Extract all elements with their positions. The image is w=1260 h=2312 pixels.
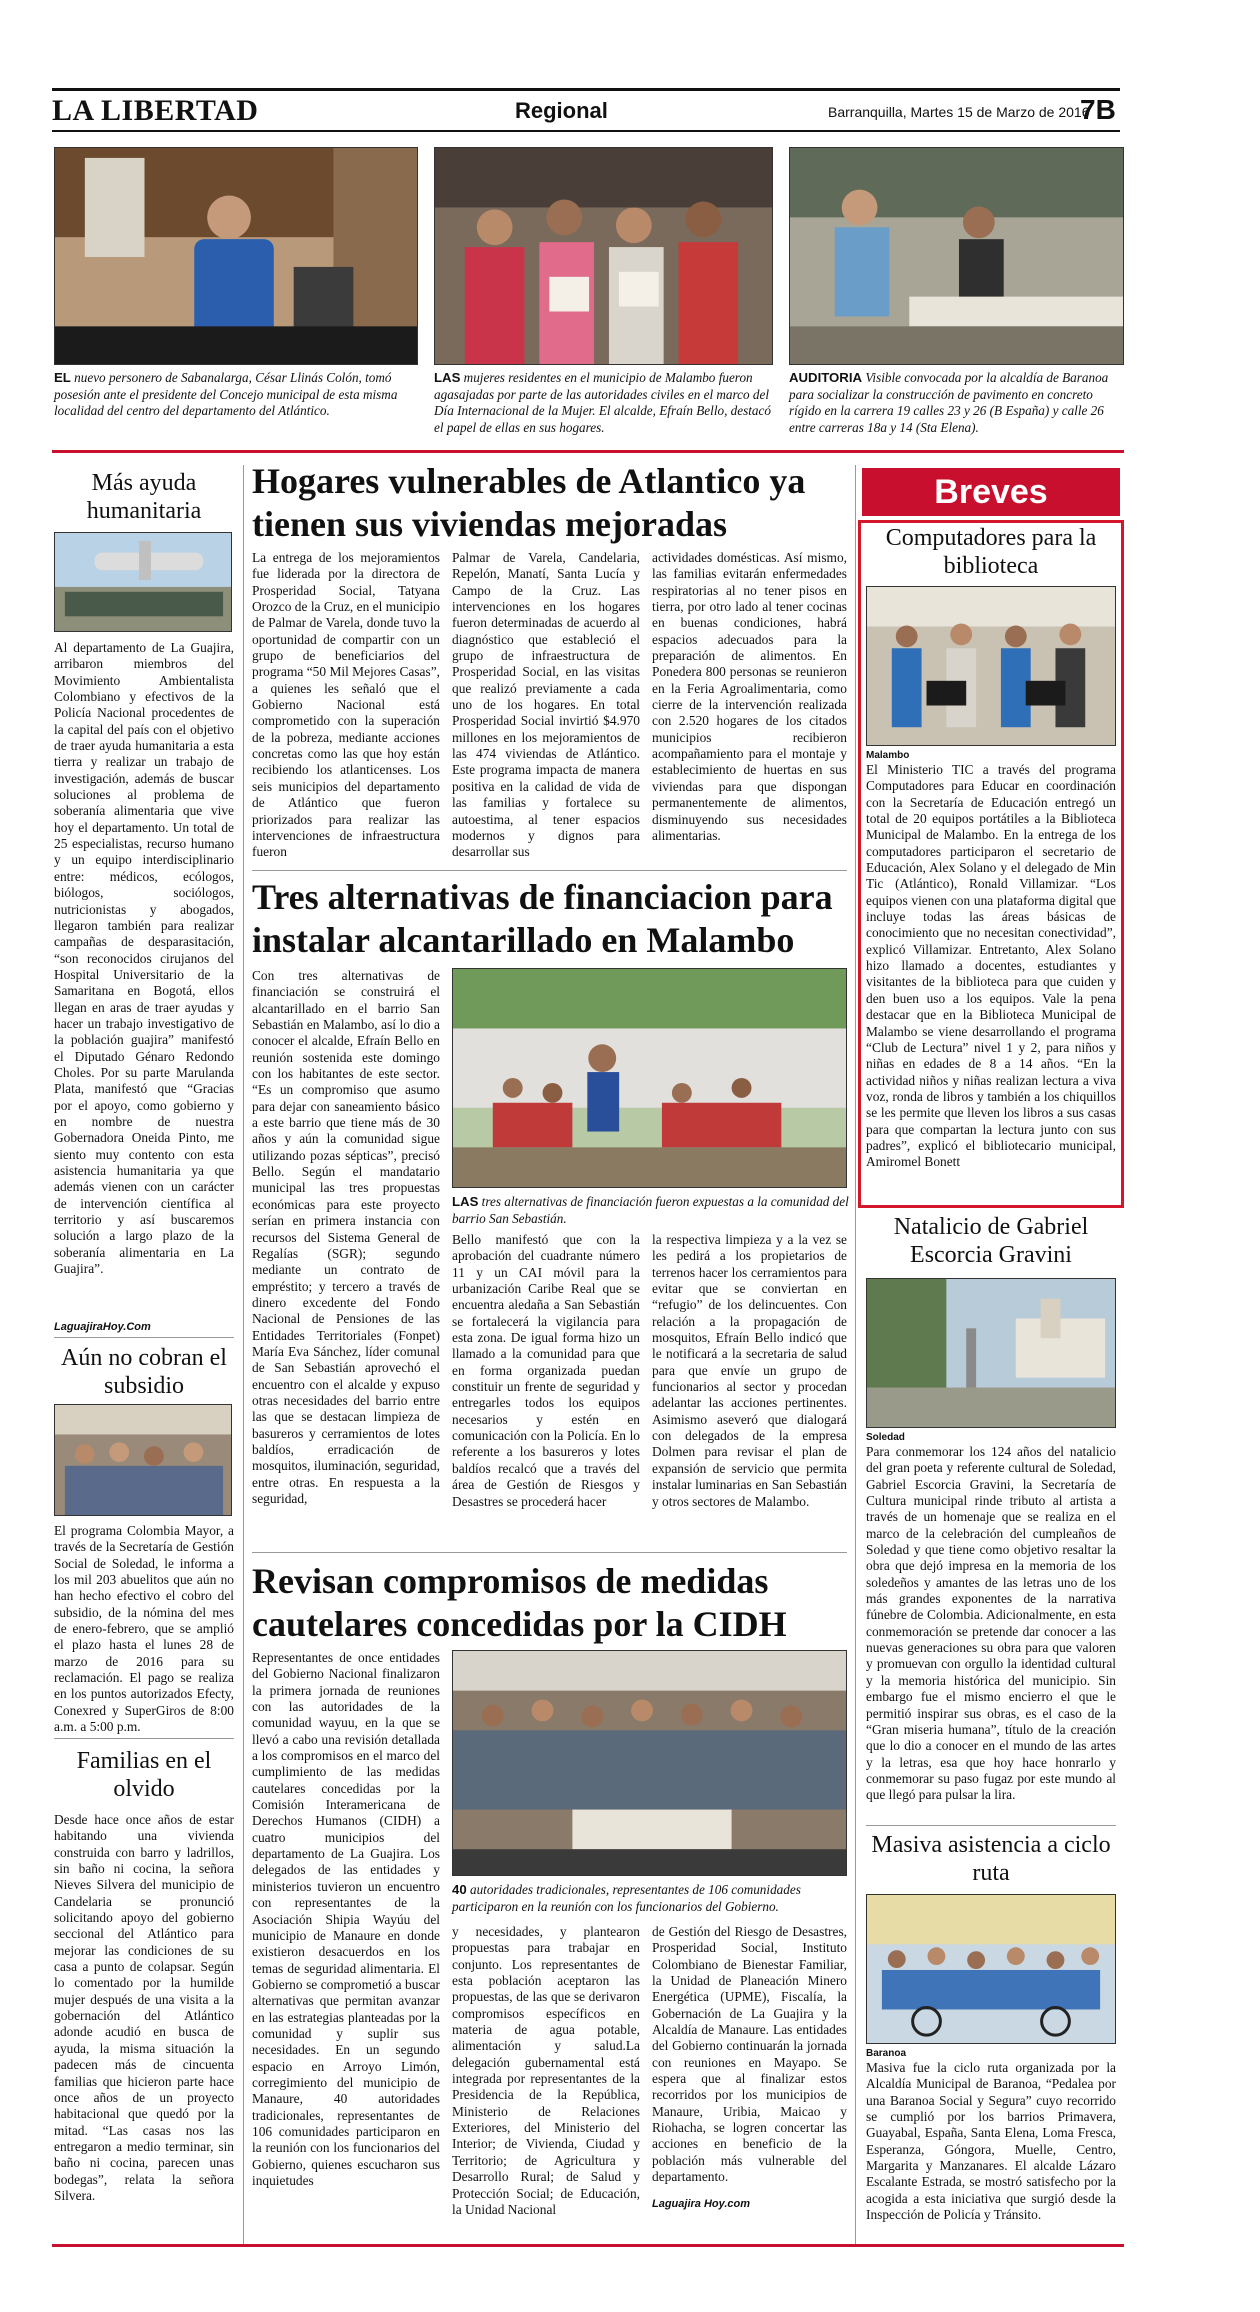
dateline: Barranquilla, Martes 15 de Marzo de 2016 [828, 104, 1090, 120]
rule-center-2 [252, 1552, 847, 1553]
cidh-col-1: Representantes de once entidades del Gobierno Nacional finalizaron la primera jornada de reuniones con las autoridades de la comunidad wayuu, en la que se llevó a cabo una revisión detallada a los compromisos en el marco del cumplimiento de las medidas cautelares concedidas por la Comisión Interamericana de Derechos Humanos (CIDH) a cuatro municipios del departamento de La Guajira. Los delegados de las entidades y ministerios tuvieron un encuentro con representantes de la Asociación Shipia Wayúu del municipio de Manaure en donde existieron desacuerdos en los temas de seguridad alimentaria. El Gobierno se comprometió a buscar alternativas que permitan avanzar en las estrategias planteadas por la comunidad y suplir sus necesidades. En un segundo espacio en Arroyo Limón, corregimiento del municipio de Manaure, 40 autoridades tradicionales, representantes de 106 comunidades participaron en la reunión con los funcionarios del Gobierno, quienes escucharon sus inquietudes [252, 1650, 440, 2188]
photo-cidh [452, 1650, 847, 1876]
col-rule-left [243, 465, 244, 2245]
rule-right-1 [866, 1825, 1116, 1826]
credit-laguajira: LaguajiraHoy.Com [54, 1321, 151, 1333]
rule-left-1 [54, 1337, 234, 1338]
headline-cidh: Revisan compromisos de medidas cautelares concedidas por la CIDH [252, 1561, 787, 1645]
alcantarillado-col-2: Bello manifestó que con la aprobación del cuadrante número 11 y un CAI móvil para la urbanización Caribe Real que se encuentra aledaña a San Sebastián se fortalecerá la vigilancia para esta zona. De igual forma hizo un llamado a la comunidad para que en forma organizada puedan constituir un frente de seguridad y entregarles todos los equipos necesarios y estén en comunicación con la Policía. En lo referente a los basureros y lotes baldíos recalcó que a través del área de Gestión de Riesgos y Desastres se procederá hacer [452, 1232, 640, 1509]
bottom-red-rule [52, 2244, 1124, 2247]
breves-banner: Breves [862, 468, 1120, 516]
photo-san-sebastian [452, 968, 847, 1188]
headline-familias: Familias en el olvido [76, 1748, 212, 1802]
text-natalicio: Para conmemorar los 124 años del natalicio del gran poeta y referente cultural de Soledad, Gabriel Escorcia Gravini, la Secretaría de Cultura municipal rinde tributo al artista a través de un homenaje que se realiza en el marco de la celebración del cumpleaños de Soledad y que tiene como objetivo resaltar la obra que dejó impresa en la memoria de los soledeños y amantes de las letras uno de los más grandes exponentes de la narrativa fúnebre de Colombia. Adicionalmente, en esta conmemoración se pretende dar conocer a las nuevas generaciones su obra para que valoren y promuevan con orgullo la identidad cultural y la memoria histórica del municipio. Sin embargo fue el mismo encierro el que le permitió inspirar sus obras, es el caso de la “Gran miseria humana”, título de la creación que lo dio a conocer en el mundo de las artes y la letras, esa que hoy hace honrarlo y conmemorar su paso fugaz por este mundo al que llegó para pulsar la lira. [866, 1444, 1116, 1803]
caption-personero: EL nuevo personero de Sabanalarga, César Llinás Colón, tomó posesión ante el presidente del Concejo municipal de esta misma localidad del centro del departamento del Atlántico. [54, 370, 398, 418]
cidh-col-3: de Gestión del Riesgo de Desastres, Prosperidad Social, Instituto Colombiano de Bienestar Familiar, la Unidad de Planeación Minero Energética (UPME), Fiscalía, la Gobernación de La Guajira y la Alcaldía de Manaure. Las entidades del Gobierno continuarán la jornada con reuniones en Mayapo. Se espera que al finalizar estos recorridos por los municipios de Manaure, Uribia, Maicao y Riohacha, se logren concertar las acciones en beneficio de la población más vulnerable del departamento. [652, 1924, 847, 2185]
headline-ayuda: Más ayuda humanitaria [86, 470, 202, 524]
top-red-rule [52, 450, 1124, 453]
text-familias: Desde hace once años de estar habitando una vivienda construida con barro y ladrillos, sin baño ni cocina, la señora Nieves Silvera del municipio de Candelaria se pronunció solicitando apoyo del gobierno seccional del Atlántico para mejorar las condiciones de su casa a punto de colapsar. Según lo comentado por la humilde mujer después de una visita a la gobernación del Atlántico adonde acudió en busca de ayuda, la misma situación la padecen más de cincuenta familias que hicieron parte hace once años de un proyecto habitacional que quedó por la mitad. “Las casas nos las entregaron a medio terminar, sin baño ni cocina, parecen unas bodegas”, relata la señora Silvera. [54, 1812, 234, 2203]
headline-subsidio: Aún no cobran el subsidio [61, 1345, 227, 1399]
headline-ciclo-ruta: Masiva asistencia a ciclo ruta [871, 1832, 1111, 1886]
photo-natalicio [866, 1278, 1116, 1428]
caption-auditoria: AUDITORIA Visible convocada por la alcaldía de Baranoa para socializar la construcción de pavimento en concreto rígido en la carrera 19 calles 23 y 26 (B España) y calle 26 entre carreras 18a y 14 (Sta Elena). [789, 370, 1109, 435]
photo-ciclo-ruta [866, 1894, 1116, 2044]
alcantarillado-col-3: la respectiva limpieza y a la vez se les pedirá a los propietarios de terrenos hacer los cerramientos para evitar que se conviertan en “refugio” de los delincuentes. Con relación a la propagación de mosquitos, Efraín Bello indicó que le notificará a la secretaria de salud para que envíe un grupo de funcionarios al sector y procedan adelantar las acciones pertinentes. Asimismo aseveró que dialogará con delegados de la empresa Dolmen para revisar el plan de expansión de servicio que permita instalar luminarias en San Sebastián y otros sectores de Malambo. [652, 1232, 847, 1509]
headline-computadores: Computadores para la biblioteca [885, 525, 1097, 579]
caption-san-sebastian: LAS tres alternativas de financiación fueron expuestas a la comunidad del barrio San Sebastián. [452, 1194, 849, 1226]
photo-auditoria [789, 147, 1124, 365]
cidh-col-2: y necesidades, y plantearon propuestas para trabajar en conjunto. Los representantes de esta población aceptaron las propuestas, de las que se derivaron compromisos específicos en materia de agua potable, alimentación y salud.La delegación gubernamental está integrada por representantes de la Presidencia de la República, Ministerio de Relaciones Exteriores, del Ministerio del Interior; de Vivienda, Ciudad y Territorio; de Agricultura y Desarrollo Rural; de Salud y Protección Social; de Educación, la Unidad Nacional [452, 1924, 640, 2217]
text-ayuda: Al departamento de La Guajira, arribaron miembros del Movimiento Ambientalista Colombiano y efectivos de la Policía Nacional procedentes de la capital del país con el objetivo de traer ayuda humanitaria a esta tierra y realizar un trabajo de investigación, además de buscar soluciones al problema de soberanía alimentaria que vive hoy el departamento. Un total de 25 especialistas, recurso humano y un equipo interdisciplinario entre: médicos, ecólogos, biólogos, sociólogos, nutricionistas y abogados, llegaron también para realizar campañas de desparasitación, “son reconocidos cirujanos del Hospital Universitario de la Samaritana en Bogotá, ellos llegan en aras de traer ayudas y hacer un trabajo investigativo de la población guajira” manifestó el Diputado Génaro Redondo Choles. Por su parte Marulanda Plata, manifestó que “Gracias por el apoyo, como gobierno y en nombre de nuestra Gobernadora Oneida Pinto, me siento muy contento con esta asistencia humanitaria ya que además vienen con un carácter de intervención científica al territorio y así buscaremos solución a largo plazo de la soberanía alimentaria en La Guajira”. [54, 640, 234, 1277]
hogares-col-2: Palmar de Varela, Candelaria, Repelón, Manatí, Santa Lucía y Campo de la Cruz. Las intervenciones en los hogares fueron determinadas de acuerdo al diagnóstico que estableció el grupo de infraestructura de Prosperidad Social, en las visitas que realizó previamente a cada uno de los hogares. En total Prosperidad Social invirtió $4.970 millones en los mejoramientos de las 474 viviendas de Atlántico. Este programa impacta de manera positiva en la calidad de vida de las familias y fortalece su autoestima, al tener espacios modernos y dignos para desarrollar sus [452, 550, 640, 860]
hogares-col-1: La entrega de los mejoramientos fue liderada por la directora de Prosperidad Social, Tatyana Orozco de la Cruz, en el municipio de Palmar de Varela, donde tuvo la oportunidad de compartir con un grupo de beneficiarios del programa “50 Mil Mejores Casas”, a quienes les señaló que el Gobierno Nacional está comprometido con la superación de la pobreza, mediante acciones concretas como las que hoy están recibiendo los atlanticenses. Los seis municipios del departamento de Atlántico que fueron priorizados para realizar las intervenciones de infraestructura fueron [252, 550, 440, 860]
header-bottom-rule [52, 130, 1120, 132]
headline-hogares: Hogares vulnerables de Atlantico ya tienen sus viviendas mejoradas [252, 461, 806, 545]
photo-ayuda [54, 532, 232, 632]
photo-computadores [866, 586, 1116, 746]
alcantarillado-col-1: Con tres alternativas de financiación se construirá el alcantarillado en el barrio San Sebastián en Malambo, así lo dio a conocer el alcalde, Efraín Bello en reunión sostenida este domingo con los habitantes de este sector. “Es un compromiso que asumo para dejar con saneamiento básico a este barrio que tiene más de 30 años y aún la comunidad sigue utilizando pozas sépticas”, precisó Bello. Según el mandatario municipal las tres propuestas económicas para este proyecto serían en primera instancia con recursos del Sistema General de Regalías (SGR); segundo mediante un contrato de empréstito; y tercero a través de dinero excedente del Fondo Nacional de Pensiones de las Entidades Territoriales (Fonpet) María Eva Sánchez, líder comunal de San Sebastián aprovechó el encuentro con el alcalde y expuso otras necesidades del barrio entre las que se destacan limpieza de basureros y cerramientos de lotes baldíos, erradicación de mosquitos, iluminación, seguridad, entre otras. En respuesta a la seguridad, [252, 968, 440, 1506]
text-ciclo-ruta: Masiva fue la ciclo ruta organizada por la Alcaldía Municipal de Baranoa, “Pedalea por una Baranoa Social y Segura” cuyo recorrido se cumplió por los barrios Primavera, Guayabal, España, Santa Elena, Loma Fresca, Esperanza, Góngora, Muelle, Centro, Margarita y Manzanares. El alcalde Lázaro Escalante Estrada, se mostró satisfecho por la acogida a esta iniciativa que surgió desde la Inspección de Policía y Tránsito. [866, 2060, 1116, 2223]
page-number: 7B [1080, 94, 1116, 125]
rule-left-2 [54, 1738, 234, 1739]
caption-cidh: 40 autoridades tradicionales, representantes de 106 comunidades participaron en la reunión con los funcionarios del Gobierno. [452, 1882, 801, 1914]
hogares-col-3: actividades domésticas. Así mismo, las familias evitarán enfermedades respiratorias al no tener pisos en tierra, por otro lado al tener cocinas en buenas condiciones, habrá espacios adecuados para la preparación de alimentos. En Ponedera 800 personas se reunieron en la Feria Agroalimentaria, como cierre de la intervención realizada con 2.520 hogares de los citados municipios recibieron acompañamiento para el montaje y establecimiento de huertas en sus viviendas para que dispongan permanentemente de alimentos, disminuyendo sus necesidades alimentarias. [652, 550, 847, 843]
text-subsidio: El programa Colombia Mayor, a través de la Secretaría de Gestión Social de Soledad, le informa a los mil 203 abuelitos que aún no han hecho efectivo el cobro del subsidio, de la nómina del mes de enero-febrero, que se amplió el plazo hasta el lunes 28 de marzo de 2016 para su reclamación. El pago se realiza en los puntos autorizados Efecty, Conexred y SuperGiros de 8:00 a.m. a 5:00 p.m. [54, 1523, 234, 1735]
photo-personero [54, 147, 418, 365]
text-computadores: El Ministerio TIC a través del programa Computadores para Educar en coordinación con la Secretaría de Educación entregó un total de 20 equipos portátiles a la Biblioteca Municipal de Malambo. En la entrega de los computadores participaron el secretario de Educación, Alex Solano y el delegado de Min Tic (Atlántico), Ronald Villamizar. “Los equipos vienen con una plataforma digital que incluye todas las áreas básicas de conocimiento que no necesitan conectividad”, explicó Villamizar. Entretanto, Alex Solano hizo llamado a docentes, estudiantes y visitantes de la biblioteca para que cuiden y den buen uso a los equipos. Vale la pena destacar que en la Biblioteca Municipal de Malambo se viene desarrollando el programa “Club de Lectura” nivel 1 y 2, para niños y niñas en edades de 8 a 14 años. “En la actividad niños y niñas realizan lectura a viva voz, ronda de libros y también a los chiquillos se les permite que lleven los libros a sus casas para que compartan la lectura junto con sus padres”, explicó el bibliotecario municipal, Amiromel Bonett [866, 762, 1116, 1170]
masthead: LA LIBERTAD [52, 94, 259, 127]
headline-alcantarillado: Tres alternativas de financiacion para instalar alcantarillado en Malambo [252, 877, 833, 961]
place-soledad: Soledad [866, 1432, 905, 1443]
credit-laguajira-hoy: Laguajira Hoy.com [652, 2198, 751, 2210]
header-top-rule [52, 88, 1120, 91]
place-malambo: Malambo [866, 750, 910, 761]
caption-mujeres: LAS mujeres residentes en el municipio de Malambo fueron agasajadas por parte de las autoridades civiles en el marco del Día Internacional de la Mujer. El alcalde, Efraín Bello, destacó el papel de ellas en sus hogares. [434, 370, 771, 435]
photo-mujeres [434, 147, 773, 365]
headline-natalicio: Natalicio de Gabriel Escorcia Gravini [893, 1214, 1089, 1268]
photo-subsidio [54, 1404, 232, 1516]
rule-center-1 [252, 870, 847, 871]
col-rule-right [855, 465, 856, 2245]
place-baranoa: Baranoa [866, 2048, 907, 2059]
section-title: Regional [515, 98, 608, 123]
